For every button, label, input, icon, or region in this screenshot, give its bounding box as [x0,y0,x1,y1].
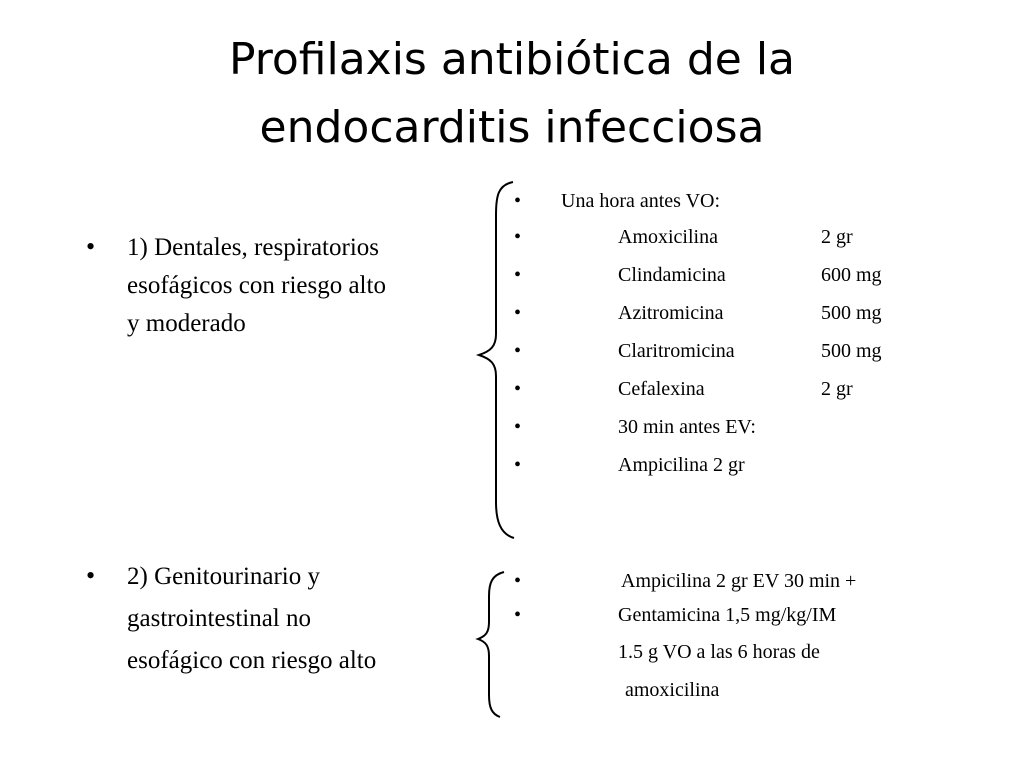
section1-text-line-2: esofágicos con riesgo alto [127,272,386,299]
section2-text-line-2: gastrointestinal no [127,605,311,632]
section1-item-dose: 600 mg [821,264,882,286]
section2-item-bullet-icon: • [514,570,522,592]
slide-title-line-1: Profilaxis antibiótica de la [228,34,796,85]
section1-item-bullet-icon: • [514,340,522,362]
section1-item-dose: 500 mg [821,302,882,324]
section2-item-text: Gentamicina 1,5 mg/kg/IM [618,604,837,626]
section1-item-bullet-icon: • [514,378,522,400]
section2-bullet-icon: • [86,561,96,590]
section1-item-dose: 2 gr [821,378,853,400]
section1-item-name: Claritromicina [618,340,735,362]
section1-item-bullet-icon: • [514,264,522,286]
section1-item-name: 30 min antes EV: [618,416,756,438]
section1-item-name: Amoxicilina [618,226,718,248]
section1-item-bullet-icon: • [514,226,522,248]
section2-text-line-1: 2) Genitourinario y [127,563,321,590]
section1-item-name: Azitromicina [618,302,724,324]
section2-item-text: Ampicilina 2 gr EV 30 min + [621,570,857,592]
section1-item-dose: 2 gr [821,226,853,248]
section1-item-bullet-icon: • [514,454,522,476]
section2-continuation-line: amoxicilina [625,679,720,701]
section1-item-dose: 500 mg [821,340,882,362]
section1-text-line-3: y moderado [127,310,246,337]
section1-item-name: Clindamicina [618,264,726,286]
slide-title-line-2: endocarditis infecciosa [259,102,765,153]
section1-item-name: Ampicilina 2 gr [618,454,745,476]
section2-item-bullet-icon: • [514,604,522,626]
section1-bullet-icon: • [86,232,96,261]
section1-text-line-1: 1) Dentales, respiratorios [127,234,380,261]
section1-item-name: Cefalexina [618,378,705,400]
section1-item-bullet-icon: • [514,190,522,212]
section1-item-bullet-icon: • [514,302,522,324]
section1-item-bullet-icon: • [514,416,522,438]
section2-continuation-line: 1.5 g VO a las 6 horas de [618,641,820,663]
section2-text-line-3: esofágico con riesgo alto [127,647,377,674]
section1-item-name: Una hora antes VO: [561,190,721,212]
